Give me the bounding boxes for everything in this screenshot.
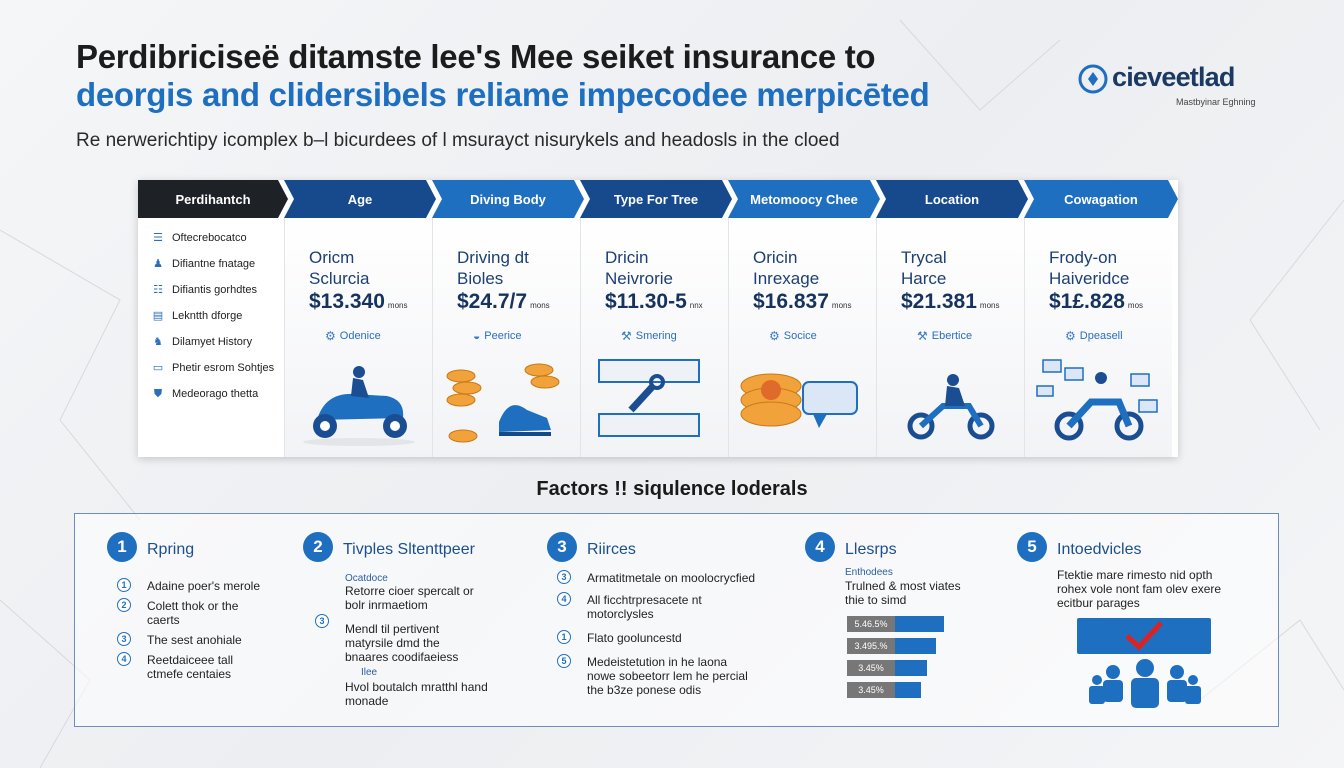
step-item: Reetdaiceee tall ctmefe centaies — [147, 653, 234, 681]
section-title: Factors !! siqulence loderals — [536, 478, 808, 500]
tab-label: Cowagation — [1064, 191, 1138, 207]
step-note: Ilee — [361, 667, 378, 678]
bar-fill — [895, 638, 936, 654]
step-item: Armatitmetale on moolocrycfied — [587, 571, 756, 585]
plan-tag[interactable] — [769, 329, 817, 343]
document-icon: ☷ — [153, 284, 163, 296]
step-number: 1 — [107, 532, 137, 562]
plan-name-line2: Bioles — [457, 269, 504, 288]
step-title: Rpring — [147, 541, 195, 558]
plan-tag[interactable] — [1065, 329, 1123, 343]
bar-label: 3.45% — [847, 682, 895, 698]
brand-logo[interactable] — [1078, 62, 1278, 112]
bar-fill — [895, 682, 921, 698]
team-approval-icon — [1075, 616, 1215, 716]
factor-item — [152, 310, 242, 322]
factor-item — [152, 362, 274, 374]
plan-column[interactable] — [284, 218, 432, 457]
step-item: Mendl til pertivent matyrsile dmd the bnaares coodifaeiess — [345, 622, 459, 664]
step-item: All ficchtrpresacete nt motorclysles — [587, 593, 702, 621]
step-note: Ocatdoce — [345, 573, 388, 584]
gear-icon: ⚙ — [1065, 329, 1076, 343]
person-icon: ♟ — [153, 258, 163, 270]
tab-1[interactable] — [284, 180, 436, 218]
factor-list — [138, 218, 284, 457]
moto-cards-illustration-icon — [1035, 356, 1163, 446]
step-item: Hvol boutalch mratthl hand monade — [345, 680, 488, 708]
page-title-line1: Perdibriciseë ditamste lee's Mee seiket insurance to — [76, 38, 876, 75]
price-value: $24.7/7 — [457, 290, 528, 313]
calendar-icon: ▤ — [152, 310, 164, 322]
plan-name-line2: Neivrorie — [605, 269, 674, 288]
price-value: $11.30-5 — [605, 290, 687, 313]
gear-icon: ⚒ — [917, 329, 928, 343]
tab-0[interactable] — [138, 180, 288, 218]
step-item: Adaine poer's merole — [147, 579, 261, 593]
bullet-badge: 3 — [557, 570, 571, 584]
factor-label: Oftecrebocatco — [172, 232, 247, 244]
bar-fill — [895, 616, 944, 632]
price-value: $21.381 — [901, 290, 977, 313]
plan-tag-label: Socice — [783, 330, 817, 342]
bullet-badge: 5 — [557, 654, 571, 668]
step-number: 2 — [303, 532, 333, 562]
logo-name: cieveetlad — [1112, 62, 1235, 92]
factor-item — [152, 232, 247, 244]
factor-item — [152, 336, 252, 348]
page-title-line2: deorgis and clidersibels reliame impecodee merpicēted — [76, 76, 930, 113]
factors-panel — [74, 513, 1279, 727]
plan-price — [753, 290, 851, 314]
plan-name-line1: Driving dt — [457, 248, 529, 267]
table-header-tabs — [138, 180, 1178, 218]
plan-price — [901, 290, 999, 314]
factor-item — [152, 388, 258, 400]
plan-name-line2: Haiveridce — [1049, 269, 1130, 288]
comparison-table — [138, 180, 1178, 457]
price-unit: mons — [979, 301, 1000, 310]
factor-label: Difiantne fnatage — [172, 258, 256, 270]
plan-tag[interactable] — [917, 329, 972, 343]
step-title: Llesrps — [845, 541, 897, 558]
tab-label: Metomoocy Chee — [750, 191, 858, 207]
factor-label: Difiantis gorhdtes — [172, 284, 257, 296]
plan-name-line1: Oricin — [753, 248, 798, 267]
price-value: $16.837 — [753, 290, 829, 313]
bar-label: 3.45% — [847, 660, 895, 676]
tab-2[interactable] — [432, 180, 584, 218]
plan-tag[interactable] — [621, 329, 677, 343]
tab-label: Type For Tree — [613, 191, 699, 207]
plan-tag-label: Dpeasell — [1079, 330, 1123, 342]
tools-illustration-icon — [591, 356, 719, 446]
logo-tagline: Mastbyinar Eghning — [1176, 97, 1256, 107]
bullet-badge: 1 — [557, 630, 571, 644]
bullet-badge: 2 — [117, 598, 131, 612]
tab-label: Age — [347, 191, 373, 207]
tab-4[interactable] — [728, 180, 880, 218]
bar-label: 3.495.% — [847, 638, 895, 654]
plan-column[interactable] — [728, 218, 876, 457]
plan-name-line1: Trycal — [901, 248, 947, 267]
plan-name-line1: Dricin — [605, 248, 649, 267]
factor-label: Medeorago thetta — [172, 388, 259, 400]
gear-icon: ◒ — [473, 329, 481, 343]
plan-tag-label: Ebertice — [931, 330, 973, 342]
plan-tag-label: Peerice — [484, 330, 522, 342]
bullet-badge: 1 — [117, 578, 131, 592]
step-item: Trulned & most viates thie to simd — [845, 579, 961, 607]
coins-shoe-illustration-icon — [443, 356, 571, 446]
plan-column[interactable] — [580, 218, 728, 457]
plan-price — [605, 290, 703, 314]
scooter-illustration-icon — [295, 356, 423, 446]
logo-mark-icon — [1078, 64, 1108, 94]
page-subtitle: Re nerwerichtipy icomplex b–l bicurdees of l msurayct nisurykels and headosls in the cloed — [76, 130, 840, 151]
gear-icon: ⚙ — [325, 329, 336, 343]
motorbike-illustration-icon — [887, 356, 1015, 446]
step-item: Ftektie mare rimesto nid opth rohex vole nont fam olev exere ecitbur parages — [1057, 568, 1222, 610]
rider-icon: ♞ — [153, 336, 163, 348]
step-item: Flato gooluncestd — [587, 631, 682, 645]
bar-fill — [895, 660, 927, 676]
step-number: 4 — [805, 532, 835, 562]
plan-name-line2: Inrexage — [753, 269, 820, 288]
gear-icon: ⚒ — [621, 329, 632, 343]
price-value: $13.340 — [309, 290, 385, 313]
price-unit: nnx — [689, 301, 703, 310]
plan-price — [1049, 290, 1143, 314]
factor-label: Phetir esrom Sohtjes — [172, 362, 275, 374]
plan-name-line2: Harce — [901, 269, 947, 288]
plan-price — [309, 290, 407, 314]
step-number: 5 — [1017, 532, 1047, 562]
plan-column[interactable] — [1024, 218, 1172, 457]
tab-label: Diving Body — [470, 191, 546, 207]
tab-6[interactable] — [1024, 180, 1178, 218]
factor-item — [152, 258, 255, 270]
price-unit: mons — [387, 301, 408, 310]
plan-tag[interactable] — [473, 329, 522, 343]
factor-label: Dilamyet History — [172, 336, 253, 348]
factor-item — [152, 284, 257, 296]
coins-van-illustration-icon — [739, 356, 867, 446]
step-item: Colett thok or the caerts — [147, 599, 239, 627]
plan-tag[interactable] — [325, 329, 381, 343]
tab-3[interactable] — [580, 180, 732, 218]
step-number: 3 — [547, 532, 577, 562]
step-title: Riirces — [587, 541, 636, 558]
plan-name-line2: Sclurcia — [309, 269, 370, 288]
factor-label: Lekntth dforge — [172, 310, 243, 322]
plan-column[interactable] — [876, 218, 1024, 457]
step-item: Retorre cioer spercalt or bolr inrmaetiom — [345, 584, 474, 612]
bar-label: 5.46.5% — [847, 616, 895, 632]
plan-name-line1: Oricm — [309, 248, 355, 267]
plan-price — [457, 290, 550, 314]
price-unit: mos — [1127, 301, 1144, 310]
step-title: Intoedvicles — [1057, 541, 1142, 558]
plan-tag-label: Odenice — [339, 330, 381, 342]
price-unit: mons — [530, 301, 550, 310]
bullet-badge: 4 — [117, 652, 131, 666]
tab-5[interactable] — [876, 180, 1028, 218]
price-unit: mons — [831, 301, 852, 310]
step-title: Tivples Sltenttpeer — [343, 541, 475, 558]
plan-name-line1: Frody-on — [1049, 248, 1118, 267]
step-item: Medeistetution in he laona nowe sobeetorr lem he percial the b3ze ponese odis — [587, 655, 748, 697]
tab-label: Perdihantch — [175, 191, 251, 207]
step-note: Enthodees — [845, 567, 893, 578]
plan-column[interactable] — [432, 218, 580, 457]
checklist-icon: ☰ — [153, 232, 163, 244]
price-value: $1£.828 — [1049, 290, 1125, 313]
bullet-badge: 3 — [117, 632, 131, 646]
bullet-badge: 3 — [315, 614, 329, 628]
step-item: The sest anohiale — [147, 633, 242, 647]
gear-icon: ⚙ — [769, 329, 780, 343]
shield-icon: ⛊ — [153, 388, 163, 400]
card-icon: ▭ — [152, 362, 164, 374]
tab-label: Location — [924, 191, 980, 207]
plan-tag-label: Smering — [635, 330, 677, 342]
bullet-badge: 4 — [557, 592, 571, 606]
